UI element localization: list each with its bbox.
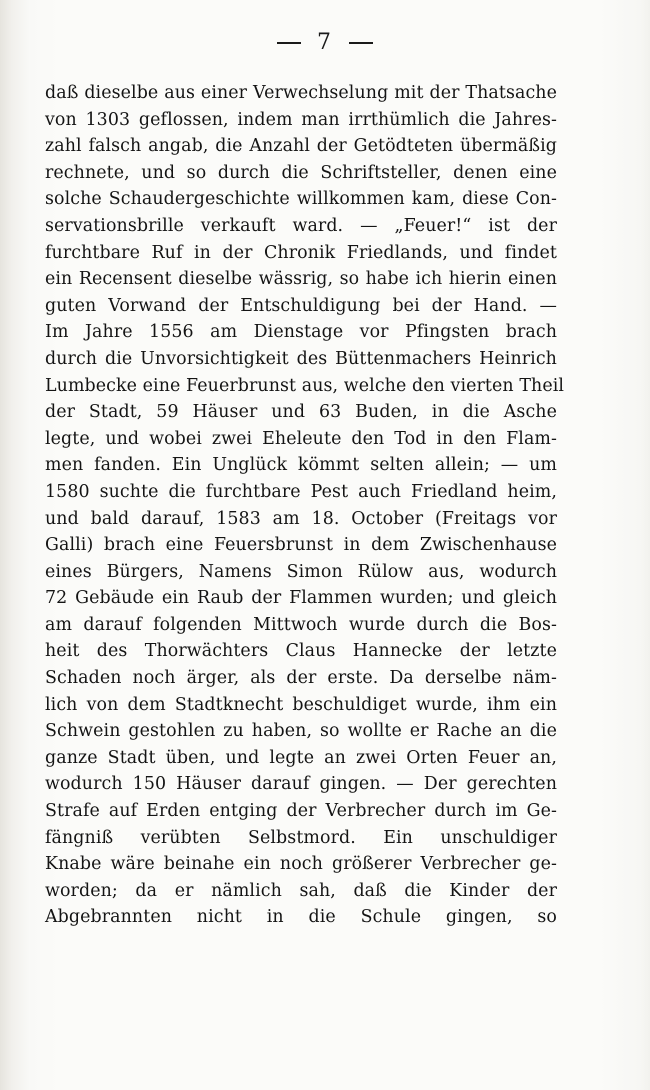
text-line: Knabe wäre beinahe ein noch größerer Verbrecher ge-: [45, 854, 557, 875]
text-line: worden; da er nämlich sah, daß die Kinder der: [45, 880, 557, 901]
text-line: Galli) brach eine Feuersbrunst in dem Zwischenhause: [45, 535, 557, 556]
text-line: men fanden. Ein Unglück kömmt selten allein; — um: [45, 455, 557, 476]
text-line: furchtbare Ruf in der Chronik Friedlands, und findet: [45, 242, 557, 263]
text-line: 1580 suchte die furchtbare Pest auch Friedland heim,: [45, 481, 557, 502]
text-line: fängniß verübten Selbstmord. Ein unschuldiger: [45, 827, 557, 848]
body-text: [45, 80, 565, 931]
text-line: servationsbrille verkauft ward. — „Feuer!“ ist der: [45, 215, 557, 236]
text-line: ganze Stadt üben, und legte an zwei Orten Feuer an,: [45, 747, 557, 768]
text-line: rechnete, und so durch die Schriftsteller, denen eine: [45, 162, 557, 183]
text-line: zahl falsch angab, die Anzahl der Getödteten übermäßig: [45, 136, 557, 157]
text-line: der Stadt, 59 Häuser und 63 Buden, in die Asche: [45, 402, 557, 423]
text-line: eines Bürgers, Namens Simon Rülow aus, wodurch: [45, 561, 557, 582]
text-line: ein Recensent dieselbe wässrig, so habe ich hierin einen: [45, 269, 557, 290]
page-header: [0, 30, 650, 55]
text-line: Lumbecke eine Feuerbrunst aus, welche den vierten Theil: [45, 375, 565, 396]
text-line: und bald darauf, 1583 am 18. October (Freitags vor: [45, 508, 557, 529]
text-line: Abgebrannten nicht in die Schule gingen, so: [45, 907, 557, 928]
text-line: Im Jahre 1556 am Dienstage vor Pfingsten brach: [45, 322, 557, 343]
text-line: legte, und wobei zwei Eheleute den Tod in den Flam-: [45, 428, 557, 449]
text-line: Schaden noch ärger, als der erste. Da derselbe näm-: [45, 668, 557, 689]
text-line: solche Schaudergeschichte willkommen kam, diese Con-: [45, 189, 557, 210]
text-line: guten Vorwand der Entschuldigung bei der Hand. —: [45, 295, 557, 316]
text-line: von 1303 geflossen, indem man irrthümlich die Jahres-: [45, 109, 557, 130]
text-line: Schwein gestohlen zu haben, so wollte er Rache an die: [45, 721, 557, 742]
text-line: daß dieselbe aus einer Verwechselung mit der Thatsache: [45, 83, 557, 103]
text-line: Strafe auf Erden entging der Verbrecher durch im Ge-: [45, 801, 557, 822]
text-line: heit des Thorwächters Claus Hannecke der letzte: [45, 641, 557, 662]
text-line: durch die Unvorsichtigkeit des Büttenmachers Heinrich: [45, 348, 557, 369]
text-line: 72 Gebäude ein Raub der Flammen wurden; und gleich: [45, 588, 557, 609]
text-line: am darauf folgenden Mittwoch wurde durch die Bos-: [45, 614, 557, 635]
text-line: wodurch 150 Häuser darauf gingen. — Der gerechten: [45, 774, 557, 795]
header-dash-right: [349, 42, 373, 44]
page-number: 7: [317, 30, 333, 55]
text-line: lich von dem Stadtknecht beschuldiget wurde, ihm ein: [45, 694, 557, 715]
header-dash-left: [277, 42, 301, 44]
